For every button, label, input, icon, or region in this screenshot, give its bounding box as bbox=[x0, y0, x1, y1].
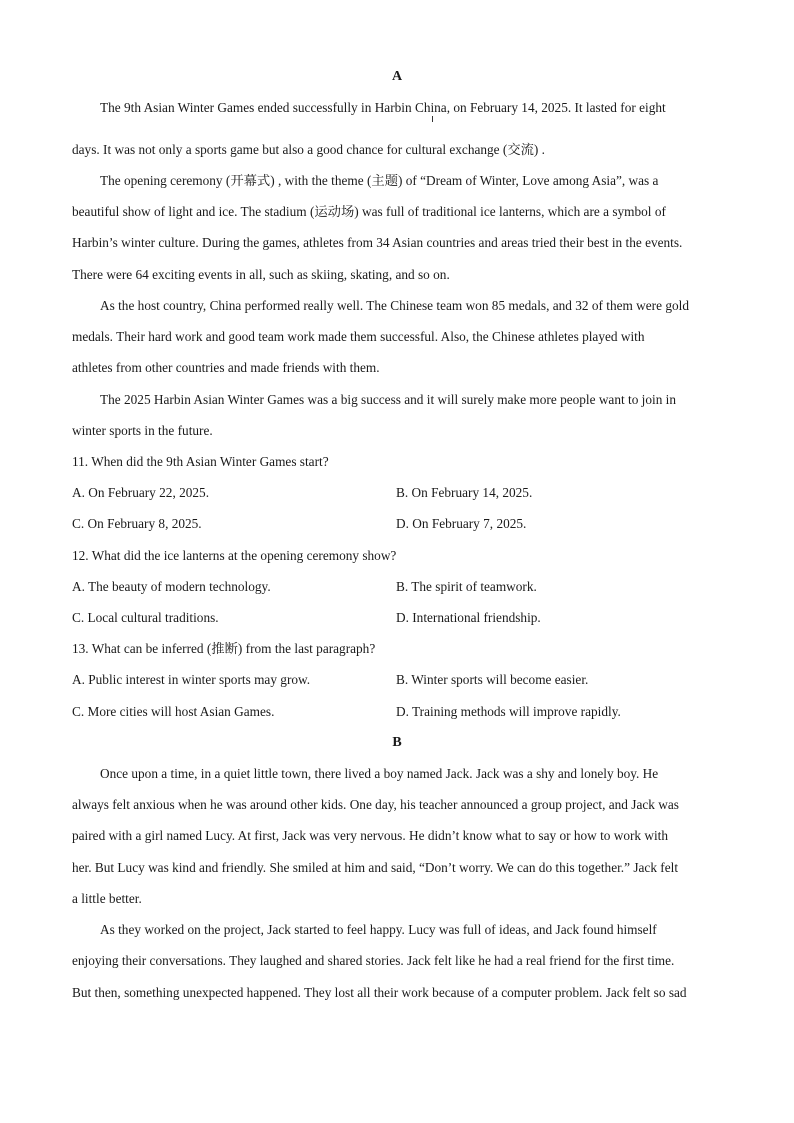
passage-b-paragraph-1-line-3: paired with a girl named Lucy. At first, Jack was very nervous. He didn’t know what to say or how to work with bbox=[72, 828, 669, 843]
passage-b-paragraph-1-line-5: a little better. bbox=[72, 891, 142, 906]
passage-a-paragraph-2-line-1: The opening ceremony (开幕式) , with the theme (主题) of “Dream of Winter, Love among Asia”, was a bbox=[100, 173, 659, 188]
passage-b-paragraph-2-line-1: As they worked on the project, Jack started to feel happy. Lucy was full of ideas, and Jack found himself bbox=[100, 922, 657, 937]
passage-b-paragraph-2-line-2: enjoying their conversations. They laughed and shared stories. Jack felt like he had a real friend for the first time. bbox=[72, 953, 675, 968]
passage-b-paragraph-1-line-2: always felt anxious when he was around other kids. One day, his teacher announced a group project, and Jack was bbox=[72, 797, 679, 812]
passage-b-paragraph-2-line-3: But then, something unexpected happened. They lost all their work because of a computer problem. Jack felt so sad bbox=[72, 985, 687, 1000]
passage-a-paragraph-2-line-2: beautiful show of light and ice. The stadium (运动场) was full of traditional ice lanterns, which are a symbol of bbox=[72, 204, 666, 219]
question-13-option-a: A. Public interest in winter sports may grow. bbox=[72, 672, 311, 687]
stray-mark bbox=[432, 116, 433, 122]
question-12-option-d: D. International friendship. bbox=[396, 610, 541, 625]
question-13-option-d: D. Training methods will improve rapidly. bbox=[396, 704, 621, 719]
passage-a-paragraph-4-line-1: The 2025 Harbin Asian Winter Games was a big success and it will surely make more people want to join in bbox=[100, 392, 677, 407]
question-11-stem: 11. When did the 9th Asian Winter Games start? bbox=[72, 454, 329, 469]
passage-a-paragraph-1-line-2: days. It was not only a sports game but also a good chance for cultural exchange (交流) . bbox=[72, 142, 546, 157]
passage-a-paragraph-1-line-1: The 9th Asian Winter Games ended successfully in Harbin China, on February 14, 2025. It lasted for eight bbox=[100, 100, 666, 115]
question-13-option-b: B. Winter sports will become easier. bbox=[396, 672, 589, 687]
passage-a-paragraph-3-line-1: As the host country, China performed really well. The Chinese team won 85 medals, and 32 of them were gold bbox=[100, 298, 689, 313]
question-12-option-c: C. Local cultural traditions. bbox=[72, 610, 219, 625]
question-12-option-b: B. The spirit of teamwork. bbox=[396, 579, 537, 594]
question-13-stem: 13. What can be inferred (推断) from the last paragraph? bbox=[72, 641, 376, 656]
question-11-option-d: D. On February 7, 2025. bbox=[396, 516, 527, 531]
passage-b-paragraph-1-line-1: Once upon a time, in a quiet little town, there lived a boy named Jack. Jack was a shy and lonely boy. He bbox=[100, 766, 659, 781]
passage-a-paragraph-4-line-2: winter sports in the future. bbox=[72, 423, 213, 438]
question-13-option-c: C. More cities will host Asian Games. bbox=[72, 704, 275, 719]
passage-a-heading: A bbox=[391, 69, 403, 84]
question-12-stem: 12. What did the ice lanterns at the opening ceremony show? bbox=[72, 548, 397, 563]
passage-a-paragraph-2-line-3: Harbin’s winter culture. During the games, athletes from 34 Asian countries and areas tried their best in the events. bbox=[72, 235, 683, 250]
question-11-option-b: B. On February 14, 2025. bbox=[396, 485, 533, 500]
passage-a-paragraph-2-line-4: There were 64 exciting events in all, such as skiing, skating, and so on. bbox=[72, 267, 450, 282]
passage-a-paragraph-3-line-3: athletes from other countries and made friends with them. bbox=[72, 360, 380, 375]
question-12-option-a: A. The beauty of modern technology. bbox=[72, 579, 271, 594]
passage-b-paragraph-1-line-4: her. But Lucy was kind and friendly. She smiled at him and said, “Don’t worry. We can do this together.” Jack felt bbox=[72, 860, 679, 875]
question-11-option-c: C. On February 8, 2025. bbox=[72, 516, 202, 531]
passage-a-paragraph-3-line-2: medals. Their hard work and good team work made them successful. Also, the Chinese athletes played with bbox=[72, 329, 645, 344]
question-11-option-a: A. On February 22, 2025. bbox=[72, 485, 210, 500]
passage-b-heading: B bbox=[392, 735, 402, 750]
